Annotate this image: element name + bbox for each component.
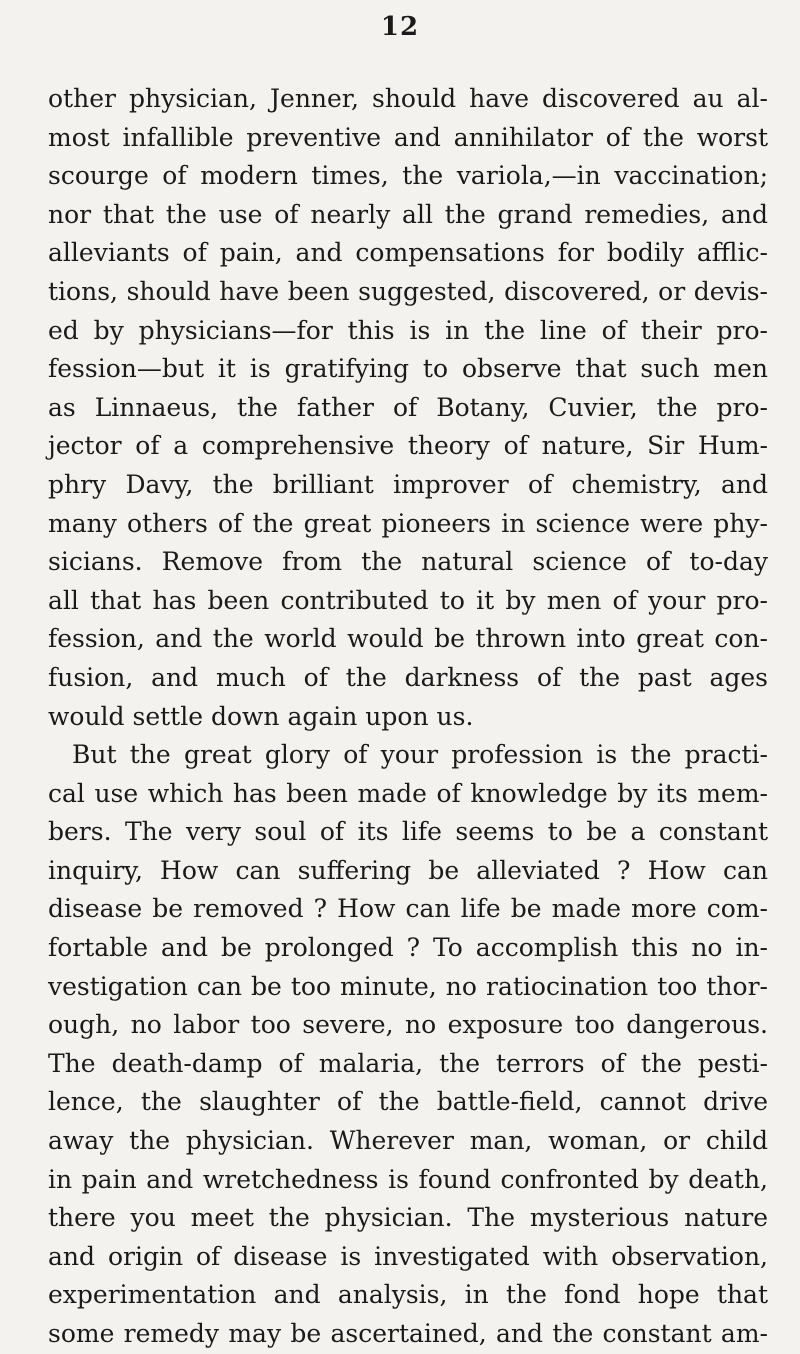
body-text bbox=[48, 80, 768, 1354]
text-line: some remedy may be ascertained, and the constant am- bbox=[48, 1319, 768, 1348]
text-line: fession, and the world would be thrown into great con- bbox=[48, 624, 768, 654]
paragraph bbox=[48, 736, 768, 1354]
text-line: fession—but it is gratifying to observe that such men bbox=[48, 354, 768, 384]
text-line: experimentation and analysis, in the fond hope that bbox=[48, 1280, 768, 1310]
text-line: tions, should have been suggested, discovered, or devis- bbox=[48, 276, 768, 306]
text-line: most infallible preventive and annihilator of the worst bbox=[48, 122, 768, 152]
text-line: bers. The very soul of its life seems to be a constant bbox=[48, 817, 768, 847]
text-line: as Linnaeus, the father of Botany, Cuvier, the pro- bbox=[48, 392, 768, 422]
text-line: disease be removed ? How can life be made more com- bbox=[48, 894, 768, 924]
text-line: in pain and wretchedness is found confronted by death, bbox=[48, 1164, 768, 1194]
text-line: and origin of disease is investigated with observation, bbox=[48, 1241, 768, 1271]
text-line: there you meet the physician. The mysterious nature bbox=[48, 1203, 768, 1233]
text-line: would settle down again upon us. bbox=[48, 701, 474, 731]
text-line: ed by physicians—for this is in the line of their pro- bbox=[48, 315, 768, 345]
text-line: scourge of modern times, the variola,—in vaccination; bbox=[48, 161, 768, 191]
text-line: all that has been contributed to it by men of your pro- bbox=[48, 585, 768, 615]
text-line: alleviants of pain, and compensations for bodily afflic- bbox=[48, 238, 768, 268]
text-line: jector of a comprehensive theory of nature, Sir Hum- bbox=[48, 431, 768, 461]
text-line: cal use which has been made of knowledge by its mem- bbox=[48, 778, 768, 808]
text-line: ough, no labor too severe, no exposure too dangerous. bbox=[48, 1010, 768, 1040]
text-line: other physician, Jenner, should have discovered au al- bbox=[48, 84, 768, 113]
text-line: inquiry, How can suffering be alleviated ? How can bbox=[48, 855, 768, 885]
text-line: But the great glory of your profession is the practi- bbox=[72, 740, 768, 770]
text-line: many others of the great pioneers in science were phy- bbox=[48, 508, 768, 538]
page-number: 12 bbox=[380, 12, 420, 42]
text-line: fortable and be prolonged ? To accomplish this no in- bbox=[48, 933, 768, 963]
paragraph bbox=[48, 80, 768, 736]
text-line: phry Davy, the brilliant improver of chemistry, and bbox=[48, 469, 768, 499]
text-line: fusion, and much of the darkness of the past ages bbox=[48, 662, 768, 692]
text-line: lence, the slaughter of the battle-field, cannot drive bbox=[48, 1087, 768, 1117]
text-line: The death-damp of malaria, the terrors of the pesti- bbox=[48, 1048, 768, 1078]
text-line: away the physician. Wherever man, woman, or child bbox=[48, 1126, 768, 1156]
text-line: nor that the use of nearly all the grand remedies, and bbox=[48, 199, 768, 229]
text-line: sicians. Remove from the natural science of to-day bbox=[48, 547, 768, 577]
text-line: vestigation can be too minute, no ratiocination too thor- bbox=[48, 971, 768, 1001]
